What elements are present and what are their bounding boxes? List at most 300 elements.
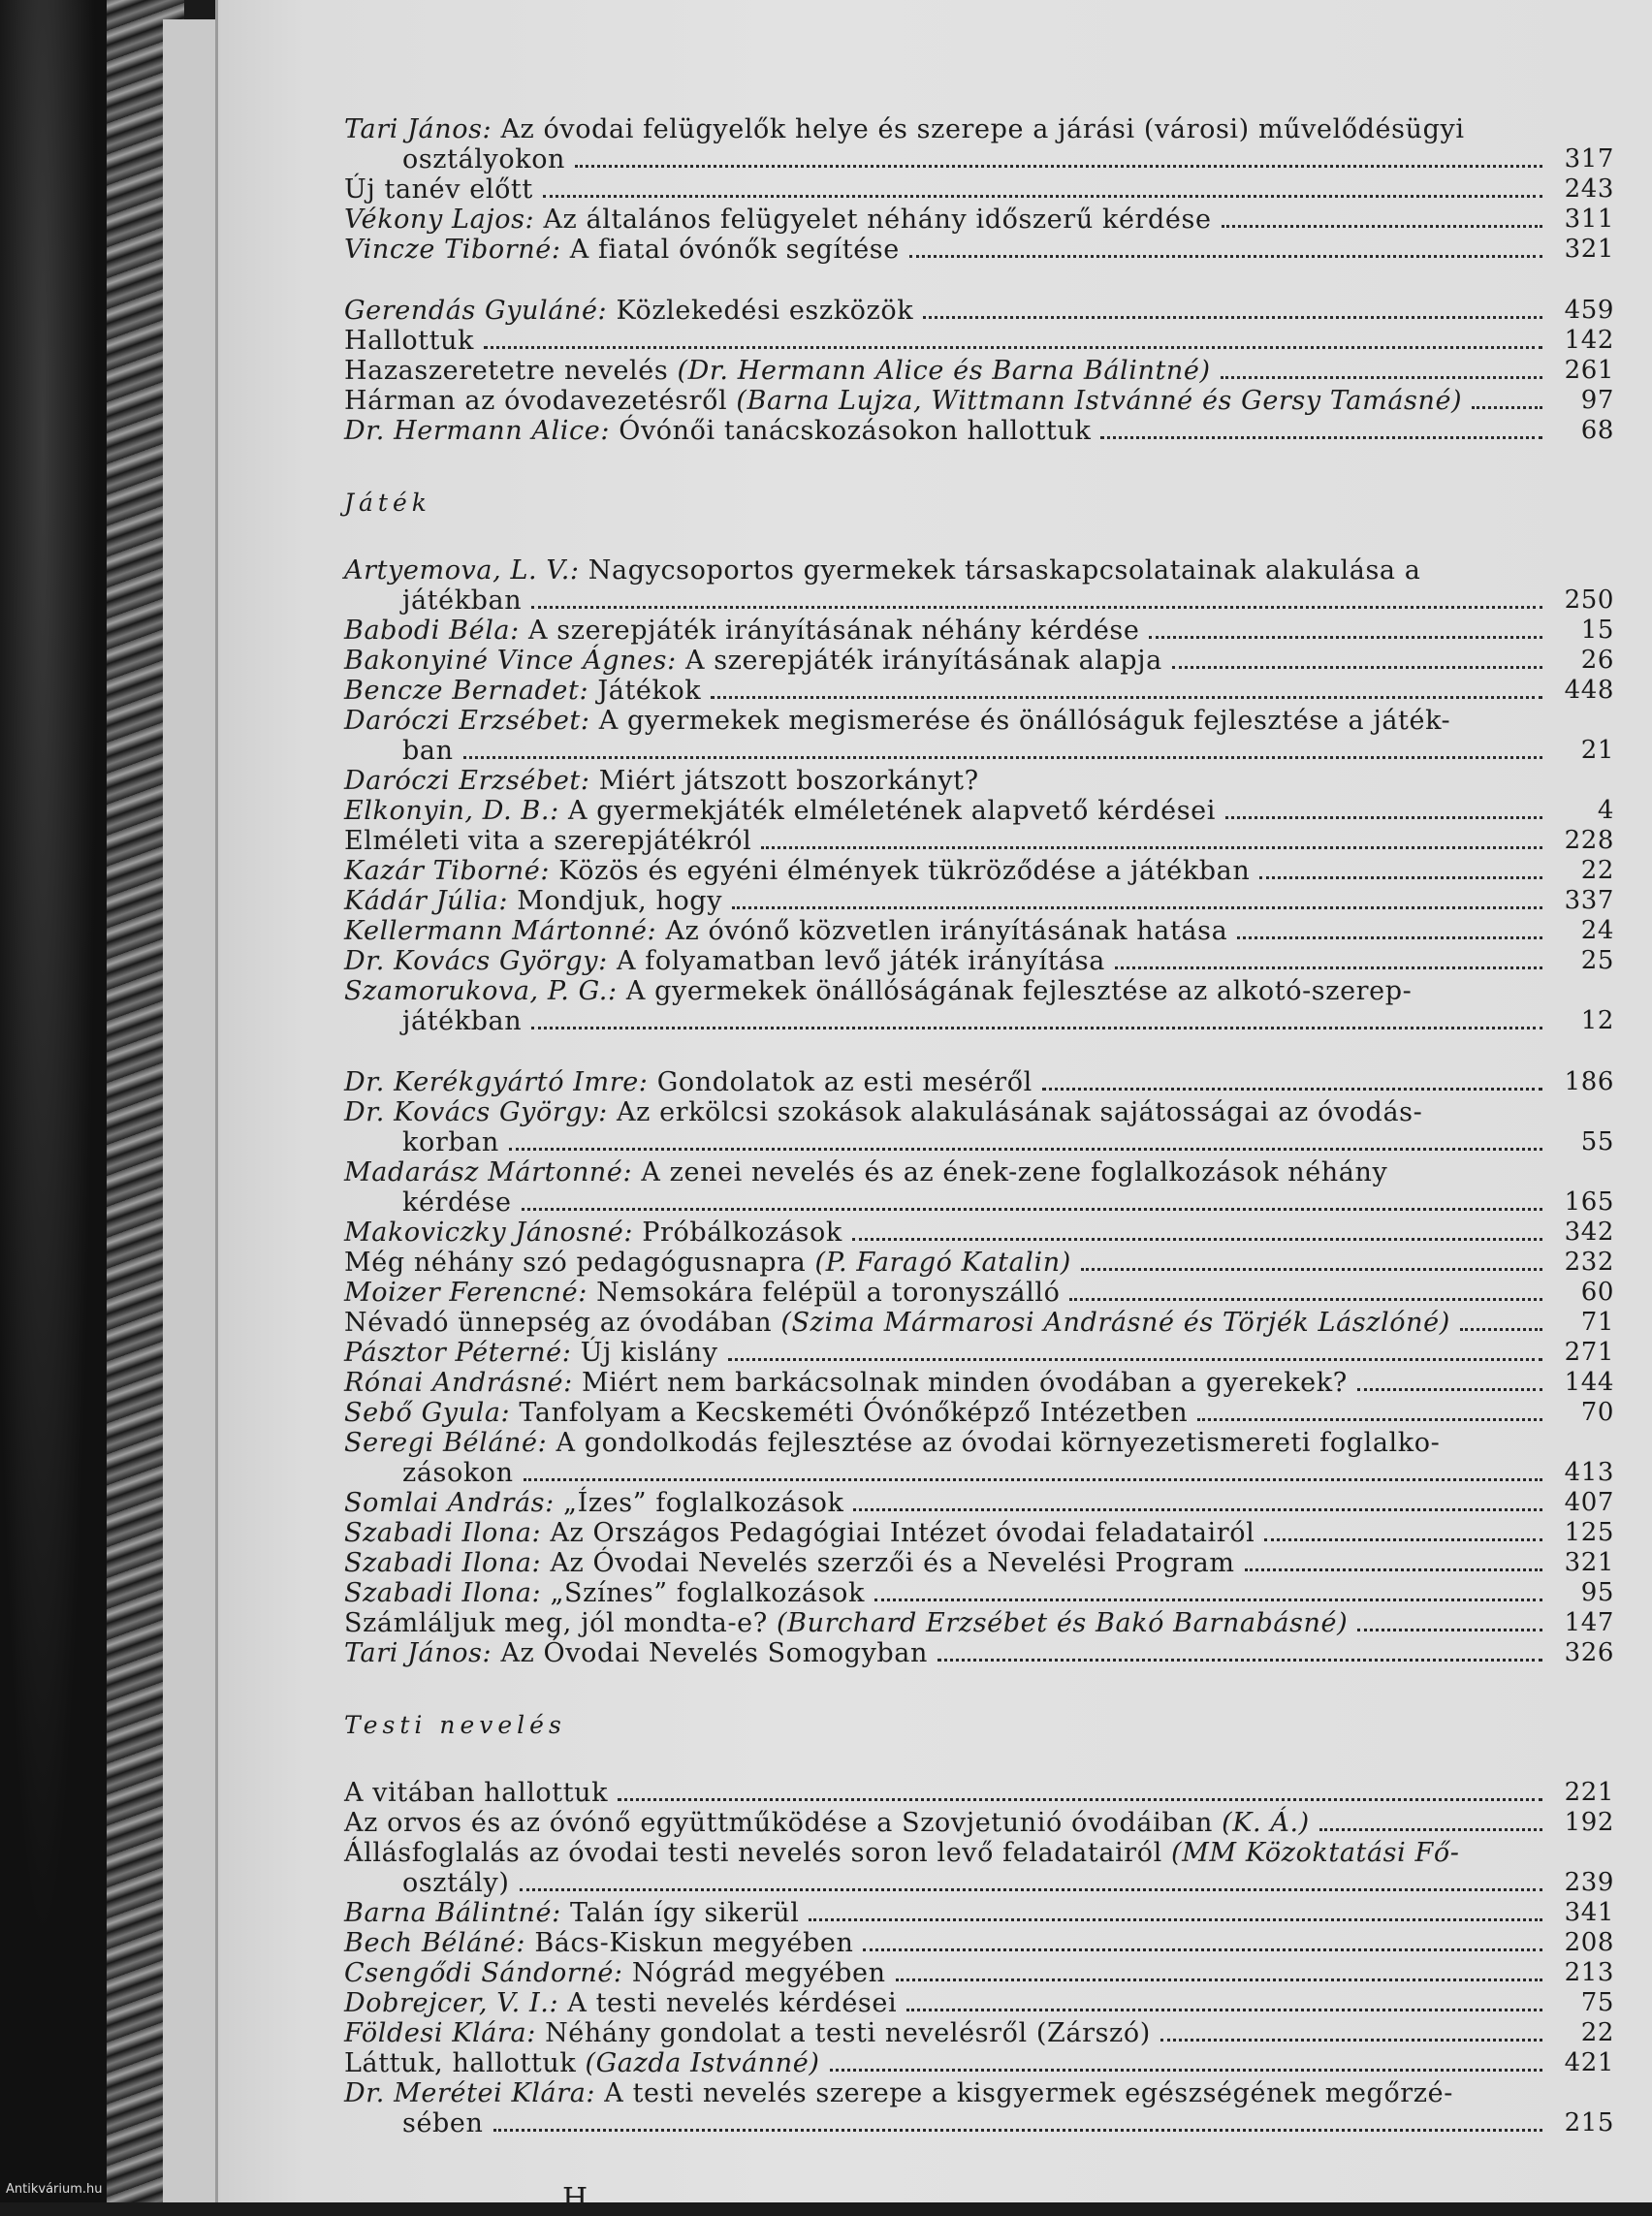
entry-text — [344, 1778, 608, 1808]
entry-line — [344, 1308, 1614, 1338]
page-number: 4 — [1597, 796, 1614, 825]
page-number: 232 — [1564, 1248, 1614, 1277]
entry-line — [344, 616, 1614, 646]
entry-title: A gondolkodás fejlesztése az óvodai környezetismereti foglalko- — [556, 1428, 1441, 1458]
entry-text — [344, 706, 1450, 736]
index-entry — [344, 1067, 1614, 1097]
index-entry — [344, 1578, 1614, 1608]
entry-line — [344, 1368, 1614, 1398]
entry-text — [344, 174, 533, 205]
entry-line — [344, 1248, 1614, 1278]
entry-line-continued — [344, 1868, 1614, 1898]
entry-author: Madarász Mártonné: — [344, 1157, 642, 1187]
index-entry — [344, 1097, 1614, 1157]
entry-title: Az erkölcsi szokások alakulásának sajátosságai az óvodás- — [616, 1097, 1423, 1127]
entry-line — [344, 1638, 1614, 1668]
entry-title: Még néhány szó pedagógusnapra — [344, 1248, 807, 1278]
entry-contributors: (Dr. Hermann Alice és Barna Bálintné) — [668, 356, 1211, 386]
index-entry — [344, 205, 1614, 235]
entry-line — [344, 2048, 1614, 2078]
index-entry — [344, 856, 1614, 886]
entry-title: Az óvodai felügyelők helye és szerepe a járási (városi) művelődésügyi — [500, 114, 1465, 144]
entry-title: Az Óvodai Nevelés szerzői és a Nevelési Program — [550, 1548, 1235, 1578]
entry-author: Szabadi Ilona: — [344, 1548, 551, 1578]
page-number: 239 — [1564, 1868, 1614, 1897]
dot-leader — [524, 1478, 1542, 1481]
index-entry — [344, 1778, 1614, 1808]
dot-leader — [909, 255, 1542, 258]
entry-title-continuation: játékban — [402, 586, 523, 616]
entry-text — [344, 1308, 1450, 1338]
dot-leader — [728, 1358, 1542, 1361]
index-entry — [344, 2018, 1614, 2048]
page-number: 192 — [1564, 1808, 1614, 1837]
entry-author: Kellermann Mártonné: — [344, 916, 666, 946]
entry-line — [344, 646, 1614, 676]
entry-title: Tanfolyam a Kecskeméti Óvónőképző Intézetben — [519, 1398, 1189, 1428]
index-entry — [344, 886, 1614, 916]
entry-line — [344, 1778, 1614, 1808]
dot-leader — [809, 1918, 1542, 1921]
entry-text — [344, 916, 1227, 946]
entry-title: Közös és egyéni élmények tükröződése a játékban — [558, 856, 1251, 886]
entry-contributors: (Barna Lujza, Wittmann Istvánné és Gersy Tamásné) — [727, 386, 1463, 416]
entry-author: Dr. Merétei Klára: — [344, 2078, 605, 2108]
entry-text — [344, 1488, 843, 1518]
entry-line — [344, 1988, 1614, 2018]
entry-line — [344, 326, 1614, 356]
dot-leader — [575, 165, 1542, 168]
dot-leader — [852, 1238, 1542, 1241]
entry-author: Dr. Kerékgyártó Imre: — [344, 1067, 657, 1097]
dot-leader — [853, 1508, 1542, 1511]
entry-title-continuation: játékban — [402, 1006, 523, 1036]
entry-text — [344, 886, 722, 916]
entry-contributors: (Gazda Istvánné) — [576, 2048, 820, 2078]
index-page — [215, 0, 1652, 2216]
entry-line — [344, 1518, 1614, 1548]
entry-line — [344, 1157, 1614, 1187]
entry-text — [344, 326, 474, 356]
index-entry — [344, 296, 1614, 326]
index-entry — [344, 1398, 1614, 1428]
index-entry — [344, 1278, 1614, 1308]
index-entry — [344, 174, 1614, 205]
section-heading-jatek: Játék — [344, 489, 431, 517]
entry-text — [402, 1006, 522, 1036]
index-entry — [344, 946, 1614, 976]
entry-title: Miért nem barkácsolnak minden óvodában a gyerekek? — [581, 1368, 1348, 1398]
index-entry — [344, 1608, 1614, 1638]
entry-text — [402, 586, 522, 616]
entry-line — [344, 1218, 1614, 1248]
entry-text — [402, 1127, 499, 1157]
index-entry — [344, 1808, 1614, 1838]
entry-text — [344, 1958, 886, 1988]
entry-title: A fiatal óvónők segítése — [569, 235, 900, 265]
index-entry — [344, 114, 1614, 174]
entry-author: Bakonyiné Vince Ágnes: — [344, 646, 685, 676]
entry-title: Miért játszott boszorkányt? — [598, 766, 979, 796]
entry-text — [344, 2078, 1453, 2108]
page-number: 326 — [1564, 1638, 1614, 1667]
entry-line — [344, 946, 1614, 976]
dot-leader — [830, 2069, 1543, 2072]
entry-line — [344, 1838, 1614, 1868]
entry-line — [344, 386, 1614, 416]
dot-leader — [1245, 1568, 1542, 1571]
entry-author: Kazár Tiborné: — [344, 856, 559, 886]
entry-text — [344, 2048, 820, 2078]
entry-line — [344, 1808, 1614, 1838]
entry-line — [344, 1548, 1614, 1578]
dot-leader — [1237, 936, 1542, 939]
page-number: 21 — [1580, 736, 1614, 765]
entry-author: Szabadi Ilona: — [344, 1578, 551, 1608]
index-entry — [344, 1488, 1614, 1518]
dot-leader — [1197, 1418, 1542, 1421]
entry-title: Közlekedési eszközök — [616, 296, 914, 326]
page-number: 70 — [1580, 1398, 1614, 1427]
entry-title-continuation: osztály) — [402, 1868, 510, 1898]
entry-text — [344, 1808, 1310, 1838]
page-number: 24 — [1580, 916, 1614, 945]
dot-leader — [1081, 1268, 1542, 1271]
entry-author: Vékony Lajos: — [344, 205, 544, 235]
entries-block-1 — [344, 114, 1614, 265]
entry-title: Új tanév előtt — [344, 174, 533, 205]
entry-title: Mondjuk, hogy — [517, 886, 723, 916]
entry-author: Daróczi Erzsébet: — [344, 706, 599, 736]
entry-title: Hallottuk — [344, 326, 475, 356]
entry-author: Bech Béláné: — [344, 1928, 535, 1958]
entry-contributors: (Burchard Erzsébet és Bakó Barnabásné) — [767, 1608, 1349, 1638]
dot-leader — [874, 1599, 1542, 1601]
entry-line — [344, 1428, 1614, 1458]
entry-text — [344, 976, 1412, 1006]
page-number: 243 — [1564, 174, 1614, 204]
entry-line — [344, 114, 1614, 144]
dot-leader — [509, 1148, 1542, 1151]
entry-line — [344, 356, 1614, 386]
dot-leader — [520, 1888, 1542, 1891]
index-entry — [344, 1248, 1614, 1278]
entry-line — [344, 1398, 1614, 1428]
entry-text — [402, 2108, 484, 2138]
entry-text — [402, 1868, 510, 1898]
index-entry — [344, 386, 1614, 416]
entry-line-continued — [344, 1127, 1614, 1157]
entries-block-testi — [344, 1778, 1614, 2138]
page-number: 68 — [1580, 416, 1614, 445]
entry-author: Vincze Tiborné: — [344, 235, 570, 265]
entry-title: Néhány gondolat a testi nevelésről (Zárszó) — [545, 2018, 1151, 2048]
entry-text — [344, 946, 1105, 976]
page-number: 228 — [1564, 826, 1614, 855]
dot-leader — [923, 316, 1542, 319]
page-number: 413 — [1564, 1458, 1614, 1487]
page-number: 271 — [1564, 1338, 1614, 1367]
entry-title-continuation: korban — [402, 1127, 499, 1157]
dot-leader — [1042, 1088, 1542, 1091]
entry-author: Somlai András: — [344, 1488, 564, 1518]
dot-leader — [1115, 966, 1542, 969]
entry-line-continued — [344, 1187, 1614, 1218]
index-entry — [344, 826, 1614, 856]
entry-title: A folyamatban levő játék irányítása — [616, 946, 1105, 976]
dot-leader — [1259, 876, 1542, 879]
dot-leader — [1225, 816, 1542, 819]
index-entry — [344, 2078, 1614, 2138]
entry-line — [344, 1278, 1614, 1308]
entry-text — [344, 356, 1211, 386]
entry-author: Sebő Gyula: — [344, 1398, 520, 1428]
dot-leader — [1160, 2039, 1542, 2042]
index-entry — [344, 1157, 1614, 1218]
entry-text — [344, 616, 1139, 646]
entry-title: A gyermekjáték elméletének alapvető kérdései — [567, 796, 1216, 826]
entry-text — [344, 296, 913, 326]
next-section-partial: H — [562, 2182, 588, 2216]
page-number: 342 — [1564, 1218, 1614, 1247]
page-number: 15 — [1580, 616, 1614, 645]
index-entry — [344, 1548, 1614, 1578]
page-number: 337 — [1564, 886, 1614, 915]
index-entry — [344, 916, 1614, 946]
entry-text — [344, 1067, 1032, 1097]
page-number: 261 — [1564, 356, 1614, 385]
entry-line — [344, 2078, 1614, 2108]
dot-leader — [937, 1659, 1542, 1662]
page-number: 221 — [1564, 1778, 1614, 1807]
entry-author: Seregi Béláné: — [344, 1428, 556, 1458]
index-entry — [344, 1308, 1614, 1338]
dot-leader — [1264, 1538, 1542, 1541]
entry-contributors: (K. Á.) — [1212, 1808, 1310, 1838]
entry-text — [402, 1458, 514, 1488]
entry-title: Állásfoglalás az óvodai testi nevelés soron levő feladatairól — [344, 1838, 1162, 1868]
entry-author: Dr. Kovács György: — [344, 1097, 617, 1127]
page-number: 208 — [1564, 1928, 1614, 1957]
entries-block-2 — [344, 296, 1614, 446]
entry-line — [344, 1097, 1614, 1127]
index-entry — [344, 616, 1614, 646]
entry-title: Próbálkozások — [642, 1218, 842, 1248]
entry-text — [402, 736, 454, 766]
index-entry — [344, 1218, 1614, 1248]
entry-author: Rónai Andrásné: — [344, 1368, 582, 1398]
entry-author: Barna Bálintné: — [344, 1898, 571, 1928]
entry-text — [344, 2018, 1151, 2048]
entry-text — [344, 1157, 1387, 1187]
entry-title: Hárman az óvodavezetésről — [344, 386, 728, 416]
entry-title: „Ízes” foglalkozások — [563, 1488, 844, 1518]
entry-author: Szamorukova, P. G.: — [344, 976, 626, 1006]
dot-leader — [711, 696, 1542, 699]
entry-text — [344, 1338, 718, 1368]
entry-title: Az óvónő közvetlen irányításának hatása — [665, 916, 1228, 946]
index-entry — [344, 766, 1614, 796]
page-number: 317 — [1564, 144, 1614, 174]
entry-title: A gyermekek megismerése és önállóságuk fejlesztése a játék- — [598, 706, 1451, 736]
entry-text — [344, 676, 701, 706]
index-entry — [344, 326, 1614, 356]
entry-author: Daróczi Erzsébet: — [344, 766, 599, 796]
index-entry — [344, 1958, 1614, 1988]
entry-author: Makoviczky Jánosné: — [344, 1218, 643, 1248]
entry-line — [344, 555, 1614, 586]
entry-author: Tari János: — [344, 1638, 501, 1668]
entry-title: Az Óvodai Nevelés Somogyban — [500, 1638, 928, 1668]
entry-text — [402, 1187, 512, 1218]
page-number: 250 — [1564, 586, 1614, 615]
index-entry — [344, 646, 1614, 676]
entry-line — [344, 766, 1614, 796]
entry-text — [344, 235, 900, 265]
dot-leader — [531, 1027, 1542, 1029]
entry-line-continued — [344, 586, 1614, 616]
entry-title: Talán így sikerül — [570, 1898, 800, 1928]
entry-author: Tari János: — [344, 114, 501, 144]
entry-contributors: (P. Faragó Katalin) — [806, 1248, 1071, 1278]
page-number: 26 — [1580, 646, 1614, 675]
page-number: 165 — [1564, 1187, 1614, 1217]
entry-line — [344, 976, 1614, 1006]
entry-title: Nemsokára felépül a toronyszálló — [596, 1278, 1061, 1308]
entry-title-continuation: zásokon — [402, 1458, 514, 1488]
dot-leader — [732, 906, 1542, 909]
entry-text — [344, 1248, 1071, 1278]
entry-text — [344, 766, 979, 796]
dot-leader — [1357, 1388, 1542, 1391]
dot-leader — [1319, 1828, 1542, 1831]
entry-author: Bencze Bernadet: — [344, 676, 598, 706]
index-entry — [344, 416, 1614, 446]
index-entry — [344, 1428, 1614, 1488]
entry-title: Nagycsoportos gyermekek társaskapcsolatainak alakulása a — [588, 555, 1421, 586]
dot-leader — [1069, 1298, 1542, 1301]
index-entry — [344, 1838, 1614, 1898]
entry-author: Elkonyin, D. B.: — [344, 796, 568, 826]
page-number: 147 — [1564, 1608, 1614, 1637]
entry-line — [344, 296, 1614, 326]
entry-line — [344, 706, 1614, 736]
page-number: 213 — [1564, 1958, 1614, 1987]
entry-line-continued — [344, 1458, 1614, 1488]
entry-text — [344, 555, 1421, 586]
entry-author: Dr. Kovács György: — [344, 946, 617, 976]
index-entry — [344, 1518, 1614, 1548]
entry-line — [344, 916, 1614, 946]
entry-text — [344, 856, 1250, 886]
entry-title: Számláljuk meg, jól mondta-e? — [344, 1608, 768, 1638]
section-heading-testi-neveles: Testi nevelés — [344, 1711, 566, 1739]
entry-line-continued — [344, 2108, 1614, 2138]
entry-line — [344, 1608, 1614, 1638]
dot-leader — [761, 846, 1542, 849]
entry-line — [344, 1928, 1614, 1958]
entry-line — [344, 676, 1614, 706]
entry-title-continuation: kérdése — [402, 1187, 512, 1218]
entry-line — [344, 174, 1614, 205]
entry-title: Hazaszeretetre nevelés — [344, 356, 669, 386]
page-number: 25 — [1580, 946, 1614, 975]
entry-title-continuation: sében — [402, 2108, 484, 2138]
dot-leader — [543, 195, 1542, 198]
entry-line — [344, 886, 1614, 916]
dot-leader — [896, 1979, 1542, 1981]
entry-author: Pásztor Péterné: — [344, 1338, 581, 1368]
entry-text — [344, 114, 1465, 144]
entry-line — [344, 1898, 1614, 1928]
dot-leader — [1149, 636, 1542, 639]
page-number: 71 — [1580, 1308, 1614, 1337]
page-number: 97 — [1580, 386, 1614, 415]
entry-title: A testi nevelés kérdései — [567, 1988, 898, 2018]
dot-leader — [522, 1208, 1542, 1211]
entry-line-continued — [344, 736, 1614, 766]
entry-author: Földesi Klára: — [344, 2018, 546, 2048]
entry-line — [344, 235, 1614, 265]
entry-text — [344, 1608, 1348, 1638]
index-content — [344, 114, 1614, 2138]
dot-leader — [1172, 666, 1542, 669]
entry-title: A vitában hallottuk — [344, 1778, 609, 1808]
entry-title: Óvónői tanácskozásokon hallottuk — [619, 416, 1092, 446]
entry-contributors: (Szima Mármarosi Andrásné és Törjék Lászlóné) — [772, 1308, 1450, 1338]
index-entry — [344, 676, 1614, 706]
entries-block-jatek — [344, 555, 1614, 1036]
entry-line-continued — [344, 144, 1614, 174]
entry-text — [344, 1278, 1060, 1308]
entry-title: A gyermekek önállóságának fejlesztése az alkotó-szerep- — [625, 976, 1413, 1006]
dark-background — [0, 0, 107, 2202]
entry-text — [344, 1218, 842, 1248]
page-number: 144 — [1564, 1368, 1614, 1397]
entry-line — [344, 796, 1614, 826]
entry-title: Láttuk, hallottuk — [344, 2048, 577, 2078]
entry-text — [344, 1548, 1235, 1578]
entry-text — [344, 1368, 1348, 1398]
index-entry — [344, 976, 1614, 1036]
page-number: 22 — [1580, 856, 1614, 885]
entry-text — [344, 1638, 928, 1668]
entry-title: Nógrád megyében — [631, 1958, 886, 1988]
page-number: 321 — [1564, 235, 1614, 264]
entry-line-continued — [344, 1006, 1614, 1036]
page-number: 125 — [1564, 1518, 1614, 1547]
page-number: 341 — [1564, 1898, 1614, 1927]
entry-text — [344, 826, 751, 856]
dot-leader — [463, 756, 1542, 759]
watermark: Antikvárium.hu — [6, 2182, 103, 2197]
entry-text — [344, 416, 1091, 446]
index-entry — [344, 706, 1614, 766]
entry-line — [344, 1578, 1614, 1608]
entry-line — [344, 1958, 1614, 1988]
entry-author: Artyemova, L. V.: — [344, 555, 588, 586]
page-number: 55 — [1580, 1127, 1614, 1156]
entry-text — [402, 144, 565, 174]
page-number: 22 — [1580, 2018, 1614, 2047]
entry-title: A szerepjáték irányításának néhány kérdése — [528, 616, 1140, 646]
entry-author: Moizer Ferencné: — [344, 1278, 597, 1308]
entry-contributors: (MM Közoktatási Fő- — [1161, 1838, 1460, 1868]
entry-title: A szerepjáték irányításának alapja — [685, 646, 1162, 676]
dot-leader — [1460, 1328, 1542, 1331]
dot-leader — [863, 1948, 1542, 1951]
entry-text — [344, 1988, 897, 2018]
